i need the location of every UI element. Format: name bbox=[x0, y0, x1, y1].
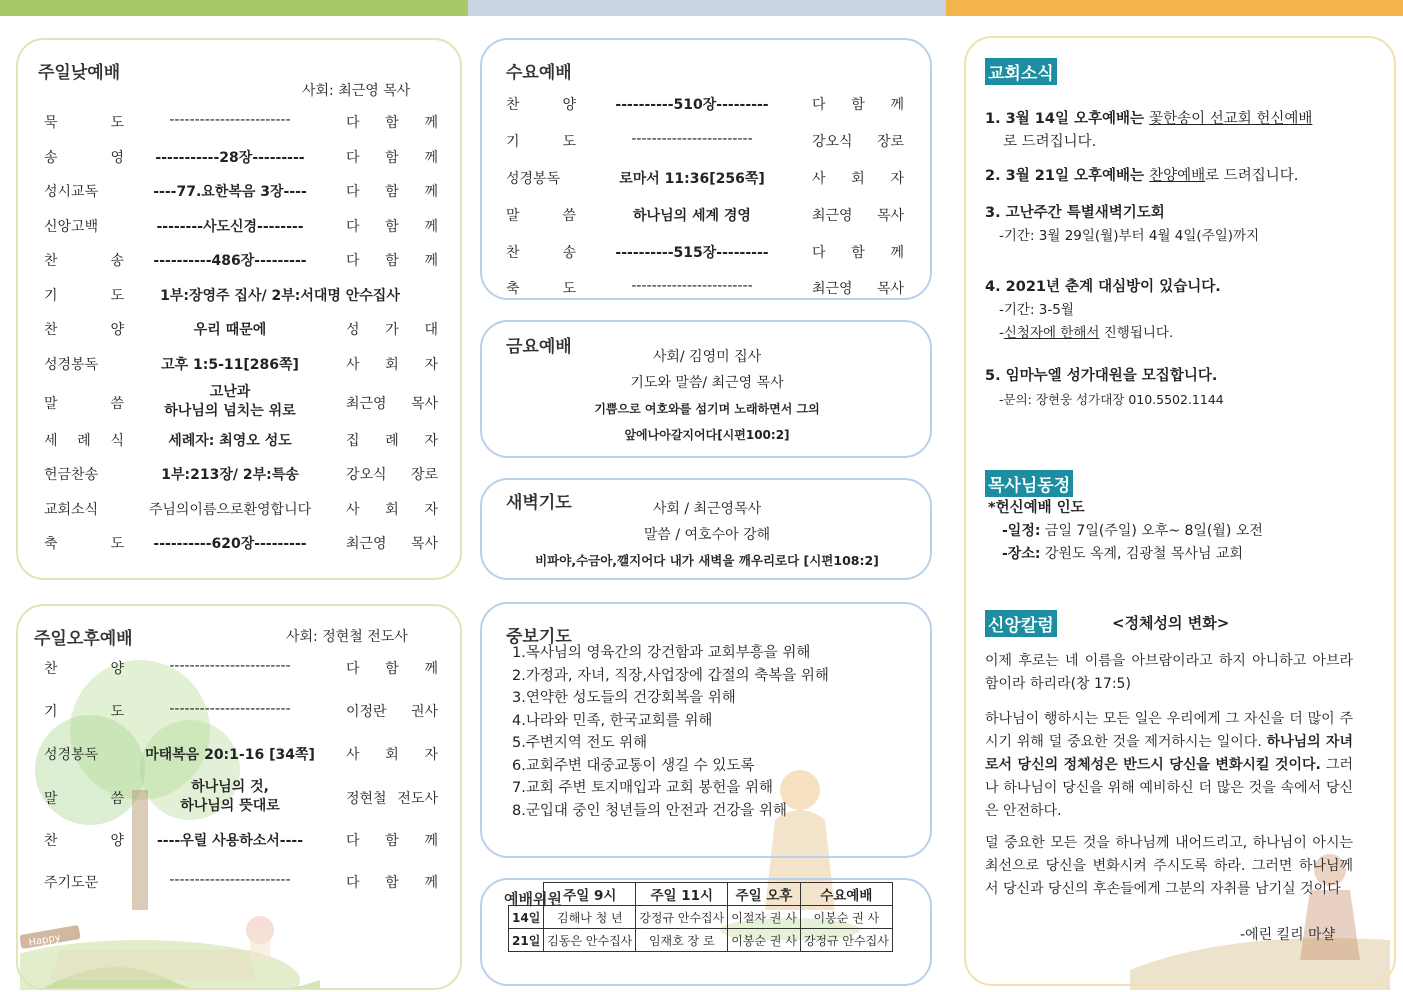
sunday-morning-row-content: ----------620장--------- bbox=[153, 536, 307, 552]
pastor-line-2-value: 금일 7일(주일) 오후~ 8일(월) 오전 bbox=[1040, 523, 1263, 539]
sunday-morning-row-content-line: 하나님의 넘치는 위로 bbox=[164, 403, 296, 419]
sunday-morning-row bbox=[18, 285, 448, 315]
dawn-verse: 비파야,수금아,깰지어다 내가 새벽을 깨우리로다 [시편108:2] bbox=[535, 553, 879, 568]
sunday-morning-row-label: 교회소식 bbox=[44, 502, 99, 518]
duty-header-row bbox=[509, 883, 893, 906]
news-title: 교회소식 bbox=[985, 58, 1057, 85]
sunday-morning-row-leader: 다 함 께 bbox=[346, 253, 438, 269]
pastor-news bbox=[988, 497, 1368, 566]
sunday-afternoon-row-leader: 이정란 권사 bbox=[346, 704, 438, 720]
news-item-4-note bbox=[985, 322, 1365, 345]
news-item-1-tail: 로 드려집니다. bbox=[1003, 134, 1097, 150]
sunday-afternoon-row bbox=[18, 744, 448, 774]
sunday-afternoon-row-leader: 다 함 께 bbox=[346, 833, 438, 849]
sunday-afternoon-row-content: ------------------------ bbox=[169, 701, 291, 717]
sunday-afternoon-row-label: 말 씀 bbox=[44, 791, 124, 807]
sunday-afternoon-row bbox=[18, 830, 448, 860]
sunday-morning-row-content: 주님의이름으로환영합니다 bbox=[148, 502, 312, 518]
sunday-morning-row-label: 성시교독 bbox=[44, 184, 99, 200]
pastor-line-1: *헌신예배 인도 bbox=[988, 500, 1085, 516]
sunday-morning-row-content: -----------28장--------- bbox=[155, 150, 305, 166]
intercession-item: 7.교회 주변 토지매입과 교회 봉헌을 위해 bbox=[512, 780, 773, 796]
sunday-afternoon-row-label: 성경봉독 bbox=[44, 747, 99, 763]
sunday-afternoon-row bbox=[18, 778, 448, 814]
friday-verse-2: 앞에나아갈지어다[시편100:2] bbox=[624, 428, 790, 442]
sunday-afternoon-host: 사회: 정현철 전도사 bbox=[286, 629, 408, 645]
duty-cell: 강정규 안수집사 bbox=[800, 929, 892, 952]
duty-cell: 강정규 안수집사 bbox=[636, 906, 728, 929]
column-p1-bold: 하나님의 자녀로서 당신의 정체성은 반드시 당신을 변화시킬 것이다. bbox=[985, 734, 1353, 773]
sunday-morning-row-label: 성경봉독 bbox=[44, 357, 99, 373]
news-item-2 bbox=[985, 165, 1365, 188]
dawn-host: 사회 / 최근영목사 bbox=[652, 501, 762, 517]
news-item-4-underline: 신청자에 한해서 bbox=[1003, 325, 1100, 341]
pastor-line-3-value: 강원도 옥계, 김광철 목사님 교회 bbox=[1040, 546, 1243, 562]
dawn-title: 새벽기도 bbox=[506, 493, 572, 513]
duty-cell: 이봉순 권 사 bbox=[728, 929, 801, 952]
sunday-afternoon-row-content-line: 하나님의 것, bbox=[191, 779, 269, 795]
sunday-morning-row bbox=[18, 181, 448, 211]
sunday-morning-row-label: 축 도 bbox=[44, 536, 124, 552]
wednesday-row-label: 기 도 bbox=[506, 134, 576, 150]
sunday-morning-row-label: 세 례 식 bbox=[44, 433, 124, 449]
wednesday-row-label: 찬 송 bbox=[506, 245, 576, 261]
sunday-morning-row-leader: 다 함 께 bbox=[346, 150, 438, 166]
intercession-panel bbox=[480, 602, 932, 858]
sunday-afternoon-row-label: 주기도문 bbox=[44, 875, 99, 891]
sunday-morning-row-content: --------사도신경-------- bbox=[156, 219, 304, 235]
duty-cell: 김동은 안수집사 bbox=[544, 929, 636, 952]
sunday-morning-row bbox=[18, 250, 448, 280]
sunday-morning-row bbox=[18, 216, 448, 246]
sunday-morning-row-label: 묵 도 bbox=[44, 115, 124, 131]
sunday-afternoon-row-label: 찬 양 bbox=[44, 833, 124, 849]
sunday-afternoon-row bbox=[18, 701, 448, 731]
sunday-morning-row-content: 1부:213장/ 2부:특송 bbox=[161, 467, 299, 483]
news-item-4-dash: - bbox=[999, 325, 1004, 341]
sunday-morning-panel bbox=[16, 38, 462, 580]
sunday-morning-row-label: 찬 양 bbox=[44, 322, 124, 338]
news-item-4-tail: 진행됩니다. bbox=[1099, 325, 1174, 341]
intercession-item: 2.가정과, 자녀, 직장,사업장에 갑절의 축복을 위해 bbox=[512, 667, 829, 684]
duty-header-cell bbox=[509, 883, 544, 906]
sunday-morning-row-content: ----------486장--------- bbox=[153, 253, 307, 269]
duty-header-cell: 수요예배 bbox=[800, 883, 892, 906]
duty-cell: 이봉순 권 사 bbox=[800, 906, 892, 929]
duty-cell: 이절자 권 사 bbox=[728, 906, 801, 929]
friday-title: 금요예배 bbox=[506, 337, 572, 357]
wednesday-title: 수요예배 bbox=[506, 63, 572, 83]
wednesday-row-label: 찬 양 bbox=[506, 97, 576, 113]
wednesday-row bbox=[482, 278, 902, 306]
sunday-morning-row bbox=[18, 430, 448, 460]
sunday-afternoon-row bbox=[18, 658, 448, 688]
wednesday-row-content: ----------515장--------- bbox=[615, 245, 769, 261]
duty-row bbox=[509, 929, 893, 952]
intercession-item: 5.주변지역 전도 위해 bbox=[512, 735, 648, 751]
duty-cell: 임재호 장 로 bbox=[636, 929, 728, 952]
pastor-line-2 bbox=[988, 520, 1368, 543]
sunday-morning-row-content: 세례자: 최영오 성도 bbox=[168, 433, 292, 449]
duty-date: 14일 bbox=[509, 906, 544, 929]
sunday-morning-row-content-line: 고난과 bbox=[209, 384, 251, 400]
sunday-morning-row-leader: 다 함 께 bbox=[346, 219, 438, 235]
intercession-item: 8.군입대 중인 청년들의 안전과 건강을 위해 bbox=[512, 802, 787, 819]
sunday-afternoon-row-label: 찬 양 bbox=[44, 661, 124, 677]
sunday-morning-title: 주일낮예배 bbox=[38, 63, 121, 83]
news-item-2-tail: 로 드려집니다. bbox=[1205, 168, 1299, 184]
wednesday-row bbox=[482, 94, 902, 122]
sunday-afternoon-title: 주일오후예배 bbox=[34, 629, 133, 649]
sunday-morning-row-leader: 사 회 자 bbox=[346, 357, 438, 373]
top-color-bar-blue bbox=[468, 0, 946, 16]
sunday-afternoon-row-leader: 다 함 께 bbox=[346, 661, 438, 677]
column-p1-text: 하나님이 행하시는 모든 일은 우리에게 그 자신을 더 많이 주시기 위해 덜 중요한 것을 제거하시는 일이다. bbox=[985, 711, 1353, 750]
sunday-afternoon-row-content-line: 하나님의 뜻대로 bbox=[180, 798, 280, 814]
sunday-morning-row-content: 고후 1:5-11[286쪽] bbox=[161, 357, 299, 373]
column-heading: <정체성의 변화> bbox=[1112, 614, 1230, 632]
sunday-afternoon-row-content: ------------------------ bbox=[169, 872, 291, 888]
dawn-lines bbox=[482, 496, 932, 574]
wednesday-row-label: 성경봉독 bbox=[506, 171, 561, 187]
sunday-afternoon-row-content: 마태복음 20:1-16 [34쪽] bbox=[145, 747, 315, 763]
duty-date: 21일 bbox=[509, 929, 544, 952]
worship-committee-panel bbox=[480, 878, 932, 986]
news-list bbox=[985, 108, 1365, 411]
intercession-item: 1.목사님의 영육간의 강건함과 교회부흥을 위해 bbox=[512, 645, 811, 661]
friday-panel bbox=[480, 320, 932, 458]
wednesday-row bbox=[482, 131, 902, 159]
intercession-item: 4.나라와 민족, 한국교회를 위해 bbox=[512, 712, 713, 729]
news-item-4-period: -기간: 3-5월 bbox=[999, 302, 1074, 318]
sunday-afternoon-row-content: ----우릴 사용하소서---- bbox=[156, 833, 304, 849]
sunday-morning-row-content: ------------------------ bbox=[169, 112, 291, 128]
news-item-5-contact: -문의: 장현웅 성가대장 010.5502.1144 bbox=[999, 392, 1224, 407]
wednesday-row-leader: 사 회 자 bbox=[812, 171, 904, 187]
sunday-morning-row bbox=[18, 112, 448, 142]
sunday-morning-row-label: 말 씀 bbox=[44, 396, 124, 412]
friday-host: 사회/ 김영미 집사 bbox=[652, 349, 762, 365]
news-item-4: 4. 2021년 춘계 대심방이 있습니다. bbox=[985, 279, 1221, 295]
wednesday-row-leader: 최근영 목사 bbox=[812, 281, 904, 297]
duty-table bbox=[508, 882, 893, 952]
intercession-item: 3.연약한 성도들의 건강회복을 위해 bbox=[512, 690, 736, 706]
wednesday-row-content: ------------------------ bbox=[631, 131, 753, 147]
sunday-morning-row-leader: 최근영 목사 bbox=[346, 536, 438, 552]
sunday-morning-row bbox=[18, 147, 448, 177]
sign-text: Happy bbox=[27, 932, 62, 949]
sunday-afternoon-panel bbox=[16, 604, 462, 990]
sunday-morning-row-leader: 최근영 목사 bbox=[346, 396, 438, 412]
sunday-morning-row bbox=[18, 464, 448, 494]
sunday-morning-row-label: 찬 송 bbox=[44, 253, 124, 269]
sunday-morning-row-content: ----77.요한복음 3장---- bbox=[153, 184, 307, 200]
pastor-line-2-key: -일정: bbox=[1002, 523, 1041, 539]
duty-header-cell: 주일 11시 bbox=[636, 883, 728, 906]
dawn-sermon: 말씀 / 여호수아 강해 bbox=[643, 527, 771, 543]
sunday-morning-row-label: 송 영 bbox=[44, 150, 124, 166]
sunday-morning-host: 사회: 최근영 목사 bbox=[302, 83, 411, 99]
wednesday-panel bbox=[480, 38, 932, 300]
pastor-title: 목사님동정 bbox=[985, 470, 1073, 497]
intercession-title: 중보기도 bbox=[506, 627, 572, 647]
sunday-morning-row bbox=[18, 319, 448, 349]
wednesday-row-content: ----------510장--------- bbox=[615, 97, 769, 113]
sunday-afternoon-row-leader: 다 함 께 bbox=[346, 875, 438, 891]
sunday-morning-row bbox=[18, 533, 448, 563]
intercession-list bbox=[512, 642, 829, 822]
friday-verse-1: 기쁨으로 여호와를 섬기며 노래하면서 그의 bbox=[594, 402, 820, 416]
wednesday-row-content: 하나님의 세계 경영 bbox=[633, 208, 751, 224]
column-paragraph-2: 덜 중요한 모든 것을 하나님께 내어드리고, 하나님이 아시는 최선으로 당신을 변화시켜 주시도록 하라. 그러면 하나님께서 당신과 당신의 후손들에게 그분의 자취를 남기실 것이다 bbox=[985, 835, 1353, 897]
sunday-morning-row-content bbox=[130, 383, 330, 421]
news-item-1 bbox=[985, 108, 1365, 131]
sunday-morning-row-label: 신앙고백 bbox=[44, 219, 99, 235]
sunday-morning-row-label: 기 도 bbox=[44, 288, 124, 304]
sunday-afternoon-row-content: ------------------------ bbox=[169, 658, 291, 674]
sunday-morning-row-leader: 다 함 께 bbox=[346, 184, 438, 200]
wednesday-row-content: ------------------------ bbox=[631, 278, 753, 294]
duty-row bbox=[509, 906, 893, 929]
top-color-bar-green bbox=[0, 0, 468, 16]
friday-preacher: 기도와 말씀/ 최근영 목사 bbox=[630, 375, 784, 391]
sunday-afternoon-row-content bbox=[130, 778, 330, 816]
news-item-2-lead: 2. 3월 21일 오후예배는 bbox=[985, 168, 1150, 184]
news-item-2-event: 찬양예배 bbox=[1149, 168, 1206, 184]
wednesday-row bbox=[482, 168, 902, 196]
dawn-prayer-panel bbox=[480, 478, 932, 580]
wednesday-row-label: 축 도 bbox=[506, 281, 576, 297]
news-item-1-event: 꽃한송이 선교회 헌신예배 bbox=[1149, 111, 1313, 127]
duty-cell: 김해나 청 년 bbox=[544, 906, 636, 929]
wednesday-row-leader: 최근영 목사 bbox=[812, 208, 904, 224]
top-color-bar-orange bbox=[946, 0, 1403, 16]
column-title: 신앙칼럼 bbox=[985, 610, 1057, 637]
sunday-morning-row-leader: 사 회 자 bbox=[346, 502, 438, 518]
duty-header-cell: 주일 오후 bbox=[728, 883, 801, 906]
wednesday-row-leader: 강오식 장로 bbox=[812, 134, 904, 150]
duty-header-cell: 주일 9시 bbox=[544, 883, 636, 906]
pastor-line-3 bbox=[988, 543, 1368, 566]
news-item-3: 3. 고난주간 특별새벽기도회 bbox=[985, 205, 1165, 221]
column-author: -에린 킬리 마샬 bbox=[1240, 927, 1336, 943]
column-p1-tail: 그러나 하나님이 당신을 위해 예비하신 더 많은 것을 속에서 당신은 안전하다. bbox=[985, 757, 1354, 819]
friday-lines bbox=[482, 344, 932, 448]
sunday-morning-row bbox=[18, 499, 448, 529]
wednesday-row-label: 말 씀 bbox=[506, 208, 576, 224]
wednesday-row-leader: 다 함 께 bbox=[812, 97, 904, 113]
wednesday-row-content: 로마서 11:36[256쪽] bbox=[619, 171, 765, 187]
column-verse: 이제 후로는 네 이름을 아브람이라고 하지 아니하고 아브라함이라 하리라(창 17:5) bbox=[985, 653, 1353, 692]
sunday-morning-row-leader: 성 가 대 bbox=[346, 322, 438, 338]
sunday-morning-row-leader: 집 례 자 bbox=[346, 433, 438, 449]
sunday-morning-row-leader: 강오식 장로 bbox=[346, 467, 438, 483]
sunday-morning-row-content: 1부:장영주 집사/ 2부:서대명 안수집사 bbox=[160, 288, 400, 304]
sunday-morning-row bbox=[18, 383, 448, 419]
column-paragraph-1 bbox=[985, 708, 1353, 823]
intercession-item: 6.교회주변 대중교통이 생길 수 있도록 bbox=[512, 757, 755, 774]
pastor-line-3-key: -장소: bbox=[1002, 546, 1041, 562]
wednesday-row bbox=[482, 205, 902, 233]
sunday-morning-row-content: 우리 때문에 bbox=[193, 322, 267, 338]
news-item-3-period: -기간: 3월 29일(월)부터 4월 4일(주일)까지 bbox=[999, 228, 1260, 244]
wednesday-row bbox=[482, 242, 902, 270]
news-item-5: 5. 임마누엘 성가대원을 모집합니다. bbox=[985, 368, 1218, 384]
sunday-morning-row-leader: 다 함 께 bbox=[346, 115, 438, 131]
sunday-afternoon-row-label: 기 도 bbox=[44, 704, 124, 720]
sunday-morning-row-label: 헌금찬송 bbox=[44, 467, 99, 483]
sunday-morning-row bbox=[18, 354, 448, 384]
duty-title: 예배위원 bbox=[504, 890, 562, 908]
wednesday-row-leader: 다 함 께 bbox=[812, 245, 904, 261]
sunday-afternoon-row-leader: 정현철 전도사 bbox=[346, 791, 438, 807]
sunday-afternoon-row bbox=[18, 872, 448, 902]
sunday-afternoon-row-leader: 사 회 자 bbox=[346, 747, 438, 763]
news-item-1-lead: 1. 3월 14일 오후예배는 bbox=[985, 111, 1150, 127]
